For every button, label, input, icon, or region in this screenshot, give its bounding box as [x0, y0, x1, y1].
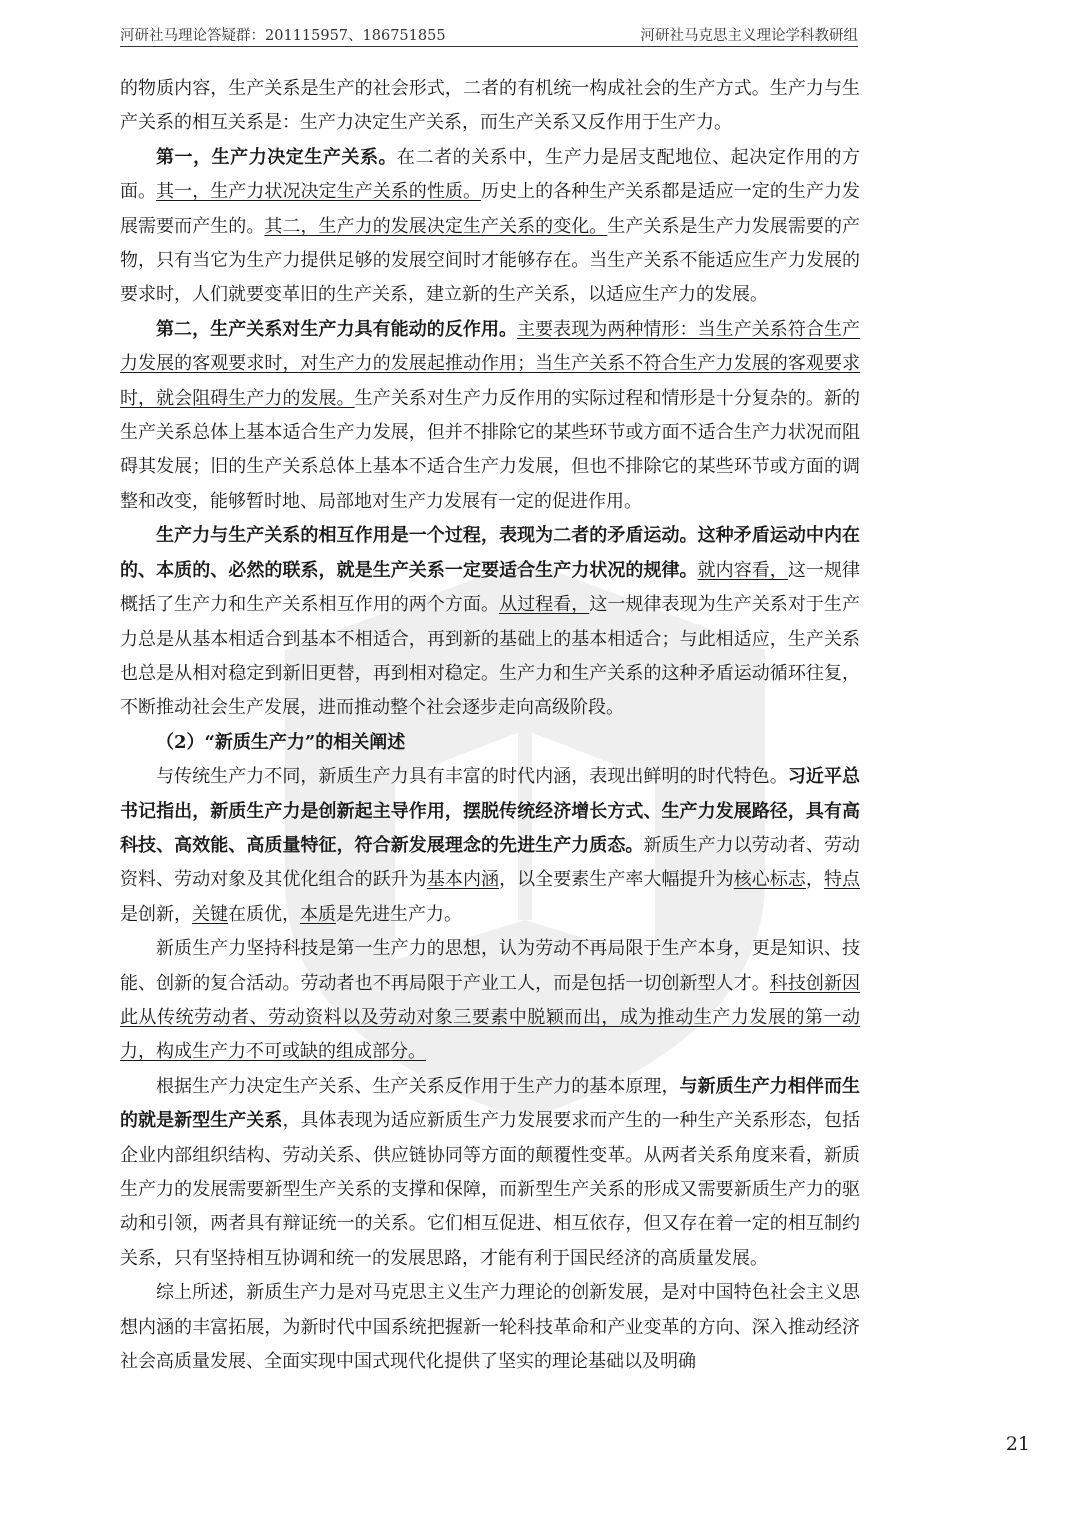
body-paragraph — [120, 72, 860, 141]
text-span: 是创新， — [120, 903, 192, 925]
text-span: 生产关系对生产力反作用的实际过程和情形是十分复杂的。新的生产关系总体上基本适合生产力发展，但并不排除它的某些环节或方面不适合生产力状况而阻碍其发展；旧的生产关系总体上基本不适合生产力发展，但也不排除它的某些环节或方面的调整和改变，能够暂时地、局部地对生产力发展有一定的促进作用。 — [120, 387, 861, 512]
text-span: 是先进生产力。 — [336, 903, 462, 925]
header-right-text: 河研社马克思主义理论学科教研组 — [640, 28, 858, 44]
body-paragraph — [120, 932, 860, 1070]
text-span: 新质生产力以劳动者、劳动资料、劳动对象及其优化组合的跃升为 — [120, 834, 861, 891]
text-span: 历史上的各种生产关系都是适应一定的生产力发展需要而产生的。 — [120, 181, 861, 237]
text-span: 新质生产力坚持科技是第一生产力的思想，认为劳动不再局限于生产本身，更是知识、技能、创新的复合活动。劳动者也不再局限于产业工人，而是包括一切创新型人才。 — [120, 938, 860, 994]
text-span: 综上所述，新质生产力是对马克思主义生产力理论的创新发展，是对中国特色社会主义思想内涵的丰富拓展，为新时代中国系统把握新一轮科技革命和产业变革的方向、深入推动经济社会高质量发展、全面实现中国式现代化提供了坚实的理论基础以及明确 — [120, 1282, 860, 1373]
body-paragraph — [120, 313, 860, 519]
body-paragraph — [120, 141, 860, 313]
header-left-text: 河研社马理论答疑群：201115957、186751855 — [120, 28, 446, 44]
text-span: 这一规律概括了生产力和生产关系相互作用的两个方面。 — [120, 559, 861, 616]
underlined-text: 特点 — [823, 869, 861, 891]
text-span: 在质优， — [228, 903, 300, 925]
body-paragraph — [120, 760, 860, 932]
underlined-text: 本质 — [300, 903, 336, 925]
underlined-text: 其一，生产力状况决定生产关系的性质。 — [156, 181, 482, 203]
underlined-text: 就内容看， — [697, 559, 788, 581]
underlined-text: 其二，生产力的发展决定生产关系的变化。 — [264, 215, 608, 237]
body-paragraph — [120, 1276, 860, 1379]
bold-text: 与新质生产力相伴而生的就是新型生产关系 — [120, 1075, 861, 1132]
body-paragraph — [120, 1070, 860, 1276]
bold-text: 习近平总书记指出，新质生产力是创新起主导作用，摆脱传统经济增长方式、生产力发展路径，具有高科技、高效能、高质量特征，符合新发展理念的先进生产力质态。 — [120, 766, 861, 856]
page-number: 21 — [1005, 1433, 1030, 1455]
bold-text: 生产力与生产关系的相互作用是一个过程，表现为二者的矛盾运动。这种矛盾运动中内在的、本质的、必然的联系，就是生产关系一定要适合生产力状况的规律。 — [120, 525, 860, 581]
text-span: ，具体表现为适应新质生产力发展要求而产生的一种生产关系形态，包括企业内部组织结构、劳动关系、供应链协同等方面的颠覆性变革。从两者关系角度来看，新质生产力的发展需要新型生产关系的支撑和保障，而新型生产关系的形成又需要新质生产力的驱动和引领，两者具有辩证统一的关系。它们相互促进、相互依存，但又存在着一定的相互制约关系，只有坚持相互协调和统一的发展思路，才能有利于国民经济的高质量发展。 — [120, 1110, 860, 1269]
body-paragraph — [120, 519, 860, 725]
text-span: ， — [805, 869, 824, 891]
underlined-text: 关键 — [192, 903, 228, 925]
text-span: 在二者的关系中，生产力是居支配地位、起决定作用的方面。 — [120, 146, 861, 203]
text-span: 与传统生产力不同，新质生产力具有丰富的时代内涵，表现出鲜明的时代特色。 — [156, 766, 788, 788]
section-subheading — [120, 726, 860, 760]
underlined-text: 科技创新因此从传统劳动者、劳动资料以及劳动对象三要素中脱颖而出，成为推动生产力发展的第一动力，构成生产力不可或缺的组成部分。 — [120, 972, 860, 1063]
page-header — [120, 20, 858, 47]
underlined-text: 主要表现为两种情形：当生产关系符合生产力发展的客观要求时，对生产力的发展起推动作用；当生产关系不符合生产力发展的客观要求时，就会阻碍生产力的发展。 — [120, 318, 861, 409]
underlined-text: 核心标志 — [733, 869, 806, 891]
text-span: 这一规律表现为生产关系对于生产力总是从基本相适合到基本不相适合，再到新的基础上的基本相适合；与此相适应，生产关系也总是从相对稳定到新旧更替，再到相对稳定。生产力和生产关系的这种矛盾运动循环往复，不断推动社会生产发展，进而推动整个社会逐步走向高级阶段。 — [120, 594, 861, 719]
underlined-text: 基本内涵 — [426, 869, 500, 891]
bold-text: 第一，生产力决定生产关系。 — [156, 146, 398, 168]
text-span: 根据生产力决定生产关系、生产关系反作用于生产力的基本原理， — [156, 1075, 680, 1097]
text-span: 生产关系是生产力发展需要的产物，只有当它为生产力提供足够的发展空间时才能够存在。当生产关系不能适应生产力发展的要求时，人们就要变革旧的生产关系，建立新的生产关系，以适应生产力的发展。 — [120, 215, 861, 306]
text-span: ，以全要素生产率大幅提升为 — [499, 869, 734, 891]
text-span: 的物质内容，生产关系是生产的社会形式，二者的有机统一构成社会的生产方式。生产力与生产关系的相互关系是：生产力决定生产关系，而生产关系又反作用于生产力。 — [120, 78, 860, 134]
document-body — [120, 72, 860, 1379]
underlined-text: 从过程看， — [499, 594, 590, 616]
bold-text: （2）“新质生产力”的相关阐述 — [156, 731, 406, 753]
bold-text: 第二，生产关系对生产力具有能动的反作用。 — [156, 318, 518, 340]
